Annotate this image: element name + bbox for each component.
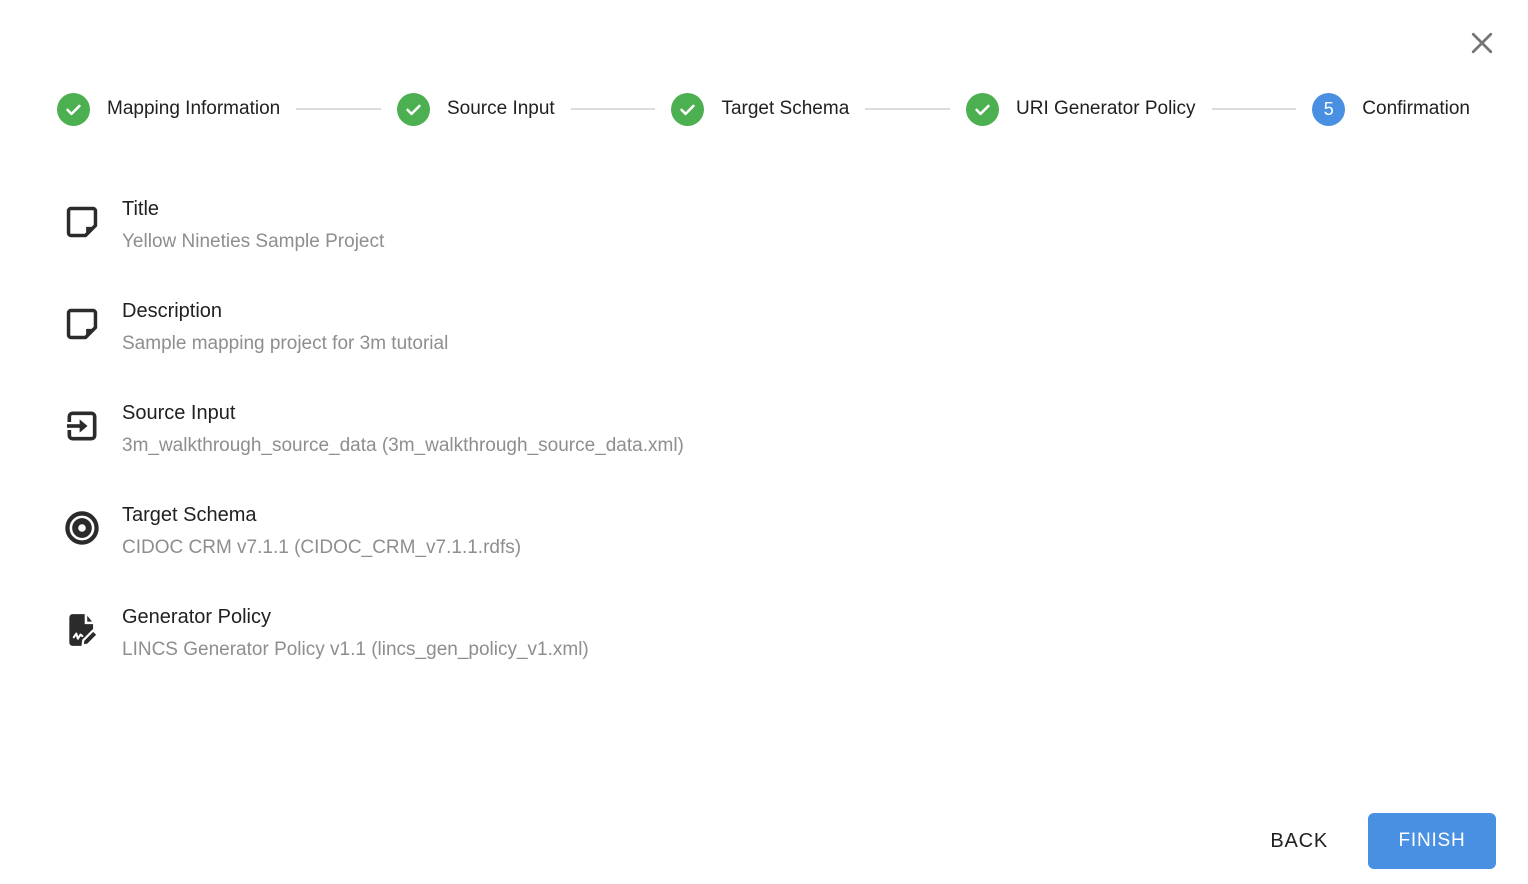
back-button[interactable]: BACK — [1264, 820, 1334, 863]
input-arrow-icon — [62, 406, 102, 446]
step-target-schema[interactable] — [671, 93, 849, 126]
note-icon — [62, 202, 102, 242]
step-uri-generator-policy[interactable] — [966, 93, 1196, 126]
check-icon — [671, 93, 704, 126]
step-mapping-information[interactable] — [57, 93, 280, 126]
check-icon — [966, 93, 999, 126]
check-icon — [57, 93, 90, 126]
summary-target-schema-section — [62, 504, 1468, 559]
check-icon — [397, 93, 430, 126]
close-button[interactable] — [1466, 28, 1498, 60]
section-value: CIDOC CRM v7.1.1 (CIDOC_CRM_v7.1.1.rdfs) — [122, 537, 522, 558]
step-number-badge — [1312, 93, 1345, 126]
section-title: Target Schema — [122, 504, 257, 526]
step-connector — [1212, 108, 1297, 110]
step-connector — [571, 108, 656, 110]
confirmation-summary — [62, 198, 1468, 708]
section-title: Description — [122, 300, 223, 322]
close-icon — [1467, 28, 1497, 61]
section-title: Source Input — [122, 402, 236, 424]
section-value: 3m_walkthrough_source_data (3m_walkthrough_source_data.xml) — [122, 435, 684, 456]
policy-edit-icon — [62, 610, 102, 650]
summary-description-section — [62, 300, 1468, 355]
step-label: Confirmation — [1362, 98, 1470, 119]
step-label: Target Schema — [721, 98, 850, 119]
step-source-input[interactable] — [397, 93, 555, 126]
step-connector — [296, 108, 381, 110]
target-icon — [62, 508, 102, 548]
step-label: URI Generator Policy — [1016, 98, 1196, 119]
step-connector — [865, 108, 950, 110]
section-title: Generator Policy — [122, 606, 271, 628]
step-label: Source Input — [446, 98, 555, 119]
summary-source-input-section — [62, 402, 1468, 457]
section-value: Sample mapping project for 3m tutorial — [122, 333, 449, 354]
dialog-actions — [1264, 813, 1496, 869]
section-value: LINCS Generator Policy v1.1 (lincs_gen_policy_v1.xml) — [122, 639, 589, 660]
section-title: Title — [122, 198, 160, 220]
note-icon — [62, 304, 102, 344]
summary-generator-policy-section — [62, 606, 1468, 661]
wizard-stepper — [57, 92, 1470, 126]
step-number: 5 — [1323, 98, 1334, 119]
summary-title-section — [62, 198, 1468, 253]
step-label: Mapping Information — [107, 98, 281, 119]
step-confirmation[interactable] — [1312, 93, 1470, 126]
section-value: Yellow Nineties Sample Project — [122, 231, 385, 252]
finish-button[interactable]: FINISH — [1368, 813, 1496, 869]
